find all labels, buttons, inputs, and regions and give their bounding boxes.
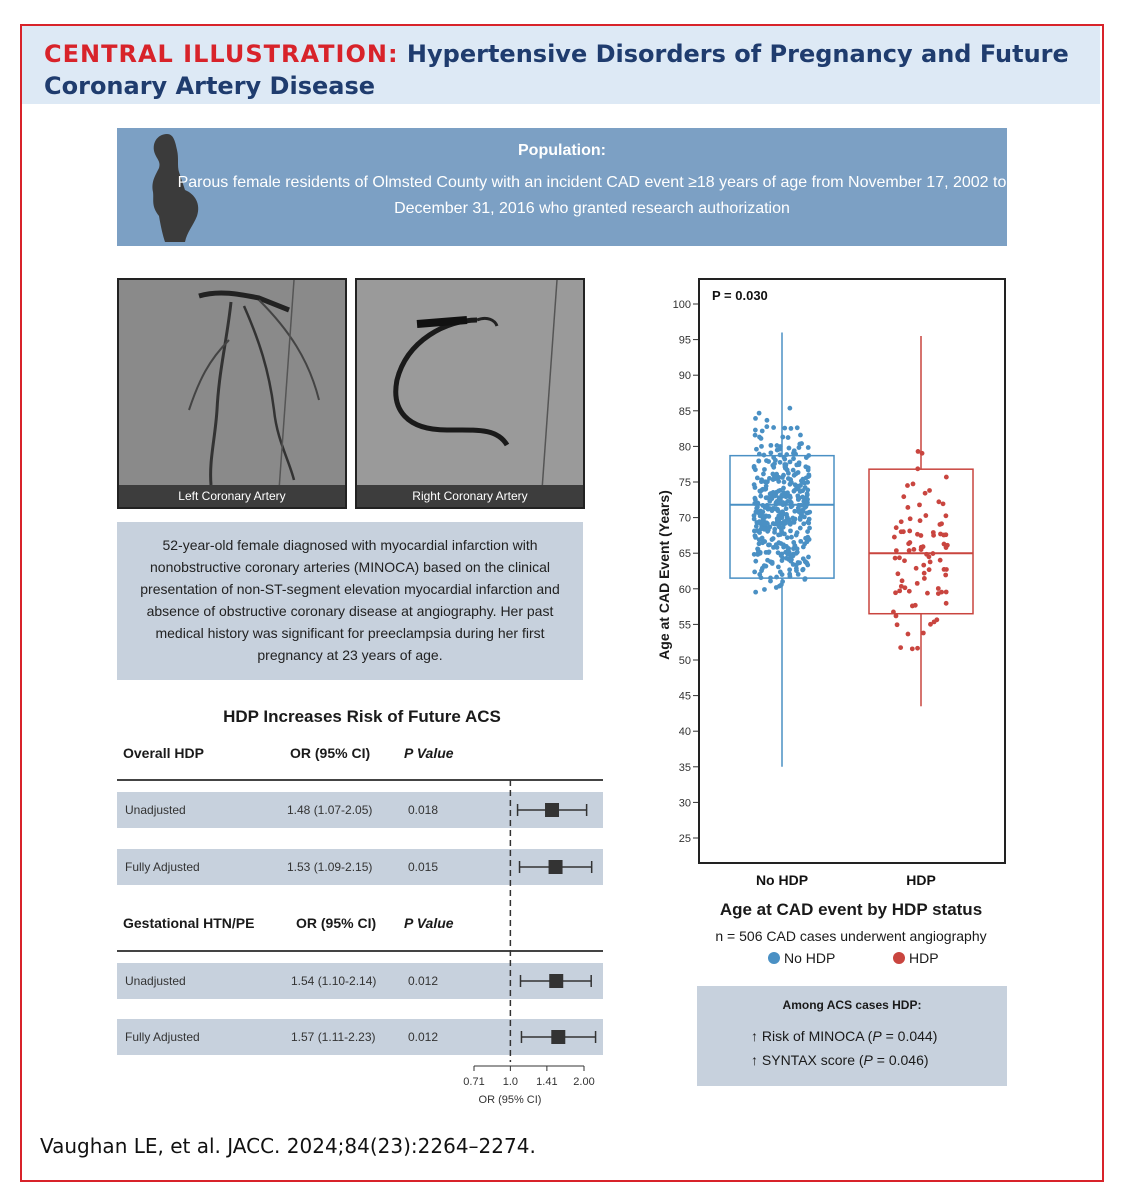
column-header-or: OR (95% CI) (290, 745, 371, 761)
data-point (752, 482, 757, 487)
case-description: 52-year-old female diagnosed with myocardial infarction with nonobstructive coronary arteries (MINOCA) based on the clinical presentation of non-ST-segment elevation myocardial infarction and absence of obstructive coronary disease at angiography. Her past medical history was significant for preeclampsia during her first pregnancy at 23 years of age. (140, 537, 560, 663)
data-point (788, 495, 793, 500)
data-point (796, 462, 801, 467)
acs-line (751, 1028, 937, 1044)
data-point (805, 520, 810, 525)
data-point (915, 581, 920, 586)
column-header-p: P Value (404, 745, 454, 761)
y-tick-label: 60 (678, 583, 691, 596)
data-point (899, 519, 904, 524)
data-point (902, 558, 907, 563)
data-point (789, 426, 794, 431)
row-p: 0.015 (408, 860, 439, 874)
data-point (786, 476, 791, 481)
data-point (898, 645, 903, 650)
data-point (775, 475, 780, 480)
data-point (780, 475, 785, 480)
data-point (761, 472, 766, 477)
data-point (771, 425, 776, 430)
data-point (807, 510, 812, 515)
y-tick-label: 100 (672, 299, 691, 311)
data-point (752, 570, 757, 575)
boxplot-title: Age at CAD event by HDP status (719, 900, 983, 919)
data-point (796, 486, 801, 491)
row-label: Unadjusted (125, 803, 186, 817)
row-or: 1.57 (1.11-2.23) (291, 1030, 376, 1044)
data-point (897, 555, 902, 560)
data-point (755, 476, 760, 481)
acs-title: Among ACS cases HDP: (782, 998, 922, 1012)
data-point (752, 517, 757, 522)
data-point (768, 579, 773, 584)
data-point (893, 556, 898, 561)
data-point (765, 479, 770, 484)
data-point (925, 591, 930, 596)
data-point (791, 468, 796, 473)
data-point (801, 567, 806, 572)
data-point (764, 424, 769, 429)
data-point (758, 494, 763, 499)
acs-line-rest: = 0.044) (881, 1028, 938, 1044)
data-point (906, 632, 911, 637)
data-point (913, 603, 918, 608)
data-point (775, 443, 780, 448)
p-value-annotation: P = 0.030 (712, 288, 768, 303)
data-point (788, 522, 793, 527)
legend-label: HDP (909, 950, 939, 966)
data-point (797, 442, 802, 447)
data-point (762, 587, 767, 592)
data-point (907, 589, 912, 594)
data-point (796, 495, 801, 500)
data-point (754, 524, 759, 529)
data-point (945, 543, 950, 548)
data-point (778, 541, 783, 546)
data-point (783, 464, 788, 469)
data-point (798, 433, 803, 438)
data-point (805, 539, 810, 544)
data-point (796, 572, 801, 577)
data-point (768, 559, 773, 564)
data-point (941, 501, 946, 506)
data-point (786, 435, 791, 440)
column-header-p: P Value (404, 915, 454, 931)
data-point (914, 566, 919, 571)
data-point (779, 552, 784, 557)
population-title: Population: (518, 142, 606, 159)
data-point (763, 505, 768, 510)
y-tick-label: 45 (678, 690, 691, 703)
data-point (767, 549, 772, 554)
row-p: 0.012 (408, 1030, 439, 1044)
row-label: Fully Adjusted (125, 860, 200, 874)
data-point (753, 590, 758, 595)
data-point (759, 444, 764, 449)
data-point (907, 529, 912, 534)
data-point (789, 480, 794, 485)
forest-x-tick-label: 2.00 (573, 1076, 595, 1088)
data-point (788, 459, 793, 464)
data-point (771, 536, 776, 541)
data-point (779, 493, 784, 498)
citation: Vaughan LE, et al. JACC. 2024;84(23):2264–2274. (40, 1134, 536, 1158)
data-point (762, 467, 767, 472)
data-point (908, 516, 913, 521)
data-point (765, 418, 770, 423)
data-point (768, 443, 773, 448)
data-point (910, 646, 915, 651)
acs-line-italic: P (872, 1028, 882, 1044)
data-point (942, 567, 947, 572)
y-tick-label: 70 (678, 512, 691, 525)
data-point (777, 584, 782, 589)
data-point (785, 515, 790, 520)
row-p: 0.018 (408, 803, 439, 817)
y-tick-label: 25 (678, 833, 691, 845)
acs-line-rest: = 0.046) (872, 1052, 929, 1068)
data-point (806, 555, 811, 560)
data-point (939, 521, 944, 526)
legend-label: No HDP (784, 950, 836, 966)
y-tick-label: 75 (678, 477, 691, 489)
data-point (932, 619, 937, 624)
data-point (936, 586, 941, 591)
data-point (776, 479, 781, 484)
y-tick-label: 35 (678, 761, 691, 774)
data-point (943, 513, 948, 518)
data-point (921, 563, 926, 568)
data-point (782, 521, 787, 526)
y-tick-label: 55 (678, 619, 691, 632)
row-or: 1.53 (1.09-2.15) (287, 860, 373, 874)
forest-plot-title: HDP Increases Risk of Future ACS (223, 707, 501, 726)
data-point (798, 539, 803, 544)
data-point (754, 447, 759, 452)
data-point (753, 416, 758, 421)
data-point (912, 547, 917, 552)
y-tick-label: 65 (678, 548, 691, 561)
acs-line-text: Risk of MINOCA ( (761, 1028, 873, 1044)
acs-line-italic: P (863, 1052, 873, 1068)
data-point (901, 494, 906, 499)
angiogram-caption: Right Coronary Artery (357, 485, 583, 507)
data-point (936, 591, 941, 596)
data-point (776, 565, 781, 570)
data-point (791, 540, 796, 545)
forest-x-axis-label: OR (95% CI) (478, 1094, 542, 1106)
data-point (775, 522, 780, 527)
data-point (755, 510, 760, 515)
data-point (944, 590, 949, 595)
y-tick-label: 40 (678, 726, 691, 739)
data-point (768, 450, 773, 455)
row-label: Fully Adjusted (125, 1030, 200, 1044)
data-point (758, 550, 763, 555)
data-point (807, 526, 812, 531)
title-text: Hypertensive Disorders of Pregnancy and Future Coronary Artery Disease (44, 40, 1069, 100)
row-p: 0.012 (408, 974, 439, 988)
data-point (782, 480, 787, 485)
data-point (788, 528, 793, 533)
boxplot-subtitle: n = 506 CAD cases underwent angiography (715, 928, 987, 944)
data-point (757, 489, 762, 494)
data-point (785, 499, 790, 504)
data-point (923, 491, 928, 496)
data-point (895, 622, 900, 627)
data-point (755, 528, 760, 533)
data-point (922, 576, 927, 581)
legend-item-no-hdp (768, 950, 835, 966)
data-point (903, 585, 908, 590)
data-point (771, 521, 776, 526)
data-point (944, 475, 949, 480)
data-point (927, 567, 932, 572)
data-point (805, 480, 810, 485)
data-point (927, 554, 932, 559)
x-category-label: HDP (906, 872, 936, 888)
data-point (894, 525, 899, 530)
boxplot-y-axis-label: Age at CAD Event (Years) (656, 490, 672, 660)
data-point (792, 544, 797, 549)
data-point (911, 482, 916, 487)
data-point (941, 533, 946, 538)
data-point (772, 530, 777, 535)
legend-item-hdp (893, 950, 939, 966)
data-point (928, 560, 933, 565)
box (869, 469, 973, 614)
data-point (944, 601, 949, 606)
data-point (905, 505, 910, 510)
data-point (798, 517, 803, 522)
data-point (892, 535, 897, 540)
y-tick-label: 85 (678, 405, 691, 418)
legend-swatch (768, 952, 780, 964)
data-point (899, 529, 904, 534)
data-point (943, 573, 948, 578)
group-label: Overall HDP (123, 745, 204, 761)
data-point (921, 544, 926, 549)
data-point (791, 552, 796, 557)
data-point (801, 521, 806, 526)
data-point (782, 426, 787, 431)
data-point (895, 571, 900, 576)
data-point (792, 489, 797, 494)
data-point (781, 486, 786, 491)
data-point (776, 513, 781, 518)
data-point (796, 506, 801, 511)
data-point (803, 485, 808, 490)
data-point (752, 465, 757, 470)
data-point (759, 568, 764, 573)
data-point (918, 518, 923, 523)
data-point (927, 488, 932, 493)
data-point (756, 459, 761, 464)
data-point (766, 514, 771, 519)
data-point (803, 559, 808, 564)
data-point (936, 499, 941, 504)
data-point (760, 429, 765, 434)
data-point (753, 533, 758, 538)
y-tick-label: 90 (678, 370, 691, 383)
data-point (785, 552, 790, 557)
data-point (784, 544, 789, 549)
data-point (787, 567, 792, 572)
data-point (791, 562, 796, 567)
y-tick-label: 50 (678, 655, 691, 667)
acs-findings-box (697, 986, 1007, 1086)
data-point (897, 588, 902, 593)
data-point (780, 435, 785, 440)
population-text: Parous female residents of Olmsted County with an incident CAD event ≥18 years of age from November 17, 2002 to December 31, 2016 who granted research authorization (177, 174, 1007, 217)
data-point (762, 527, 767, 532)
legend-swatch (893, 952, 905, 964)
row-or: 1.54 (1.10-2.14) (291, 974, 377, 988)
or-point (545, 803, 559, 817)
data-point (795, 425, 800, 430)
data-point (753, 496, 758, 501)
data-point (760, 540, 765, 545)
data-point (916, 449, 921, 454)
data-point (782, 457, 787, 462)
data-point (760, 514, 765, 519)
data-point (767, 542, 772, 547)
data-point (768, 492, 773, 497)
boxplot-graphics (640, 278, 1020, 898)
angiogram-caption: Left Coronary Artery (119, 485, 345, 507)
data-point (803, 464, 808, 469)
data-point (804, 475, 809, 480)
data-point (799, 479, 804, 484)
data-point (923, 513, 928, 518)
y-tick-label: 95 (678, 334, 691, 347)
data-point (771, 465, 776, 470)
data-point (753, 433, 758, 438)
data-point (778, 460, 783, 465)
column-header-or: OR (95% CI) (296, 915, 377, 931)
row-or: 1.48 (1.07-2.05) (287, 803, 373, 817)
data-point (770, 472, 775, 477)
data-point (786, 557, 791, 562)
forest-x-tick-label: 0.71 (463, 1076, 485, 1088)
data-point (789, 535, 794, 540)
acs-line-text: SYNTAX score ( (761, 1052, 864, 1068)
data-point (774, 507, 779, 512)
data-point (759, 436, 764, 441)
data-point (763, 487, 768, 492)
data-point (780, 558, 785, 563)
data-point (753, 428, 758, 433)
data-point (771, 477, 776, 482)
data-point (900, 578, 905, 583)
data-point (787, 446, 792, 451)
data-point (931, 530, 936, 535)
data-point (796, 560, 801, 565)
data-point (938, 558, 943, 563)
x-category-label: No HDP (755, 872, 809, 888)
data-point (806, 445, 811, 450)
up-arrow-icon: ↑ (751, 1028, 758, 1044)
data-point (795, 530, 800, 535)
data-point (905, 483, 910, 488)
group-label: Gestational HTN/PE (123, 915, 255, 931)
data-point (922, 571, 927, 576)
data-point (785, 535, 790, 540)
data-point (764, 458, 769, 463)
row-label: Unadjusted (125, 974, 186, 988)
y-tick-label: 30 (678, 797, 691, 810)
data-point (771, 545, 776, 550)
data-point (780, 509, 785, 514)
acs-line (751, 1052, 929, 1068)
data-point (762, 522, 767, 527)
data-point (915, 646, 920, 651)
data-point (753, 559, 758, 564)
data-point (915, 532, 920, 537)
data-point (798, 511, 803, 516)
data-point (780, 572, 785, 577)
data-point (798, 526, 803, 531)
data-point (778, 532, 783, 537)
data-point (893, 590, 898, 595)
up-arrow-icon: ↑ (751, 1052, 758, 1068)
data-point (757, 411, 762, 416)
title-kicker: CENTRAL ILLUSTRATION: (44, 40, 399, 68)
data-point (787, 406, 792, 411)
forest-x-tick-label: 1.41 (536, 1076, 558, 1088)
forest-x-tick-label: 1.0 (502, 1076, 519, 1088)
data-point (805, 493, 810, 498)
data-point (917, 502, 922, 507)
y-tick-label: 80 (678, 441, 691, 454)
or-point (551, 1030, 565, 1044)
or-point (549, 860, 563, 874)
data-point (762, 563, 767, 568)
or-point (549, 974, 563, 988)
data-point (906, 541, 911, 546)
